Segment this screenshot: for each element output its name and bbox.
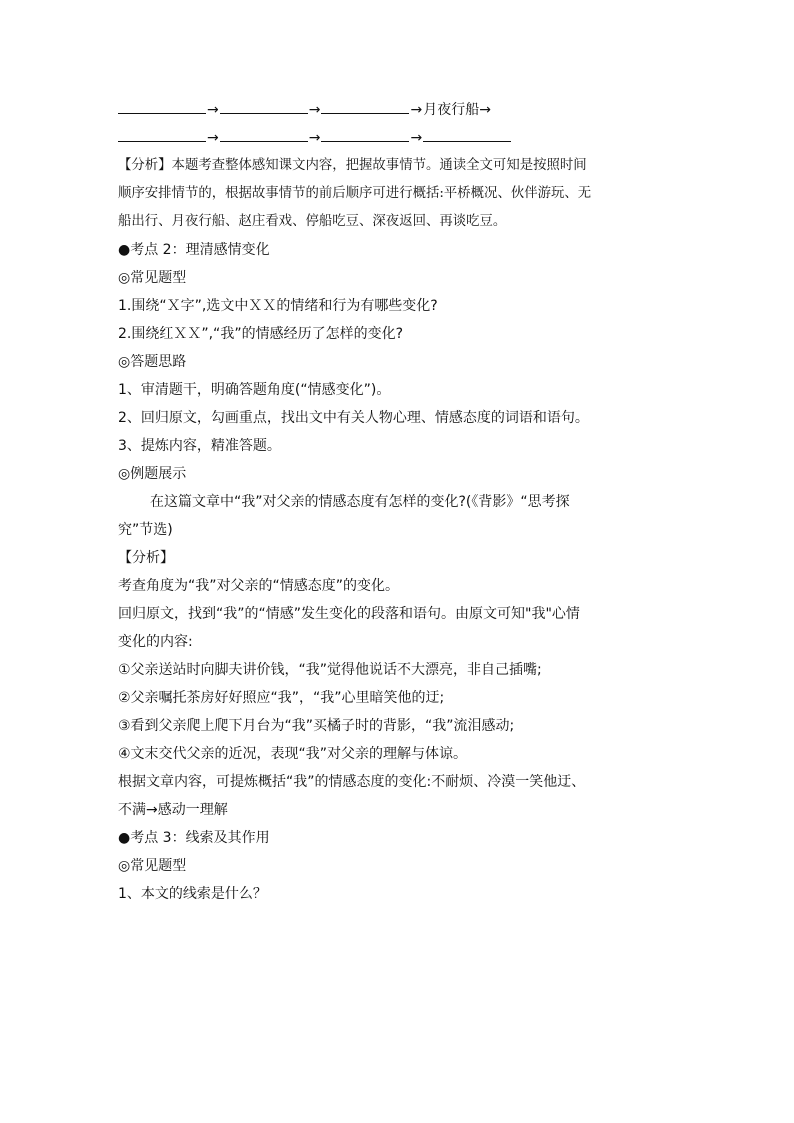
analysis-line: 【分析】本题考查整体感知课文内容，把握故事情节。通读全文可知是按照时间 xyxy=(118,158,587,173)
analysis-point: ④文末交代父亲的近况，表现“我”对父亲的理解与体谅。 xyxy=(118,746,468,762)
analysis-text: 考查角度为“我”对父亲的“情感态度”的变化。 xyxy=(118,578,400,594)
fill-blank[interactable] xyxy=(118,127,206,142)
flow-text: 月夜行船→ xyxy=(423,102,491,118)
section-title-kaodian-2: ●考点 2：理清感情变化 xyxy=(118,242,270,258)
fill-blank[interactable] xyxy=(321,127,409,142)
question-item: 1.围绕“Ｘ字”,选文中ＸＸ的情绪和行为有哪些变化? xyxy=(118,298,438,314)
analysis-heading: 【分析】 xyxy=(118,550,174,566)
example-heading: ◎例题展示 xyxy=(118,466,187,482)
fill-blank[interactable] xyxy=(423,127,511,142)
question-item: 1、本文的线索是什么？ xyxy=(118,886,267,902)
arrow: → xyxy=(410,102,423,118)
arrow: → xyxy=(308,130,321,146)
analysis-point: ②父亲嘱托茶房好好照应“我”，“我”心里暗笑他的迂; xyxy=(118,690,445,706)
analysis-point: ①父亲送站时向脚夫讲价钱，“我”觉得他说话不大漂亮，非自己插嘴; xyxy=(118,662,542,678)
analysis-line: 船出行、月夜行船、赵庄看戏、停船吃豆、深夜返回、再谈吃豆。 xyxy=(118,214,507,229)
approach-item: 2、回归原文，勾画重点，找出文中有关人物心理、情感态度的词语和语句。 xyxy=(118,410,589,426)
fill-blank[interactable] xyxy=(220,127,308,142)
fill-blank[interactable] xyxy=(220,99,308,114)
approach-heading: ◎答题思路 xyxy=(118,354,187,370)
arrow: → xyxy=(207,130,219,146)
approach-item: 1、审清题干，明确答题角度(“情感变化”)。 xyxy=(118,382,391,398)
flow-row-2 xyxy=(118,124,678,152)
analysis-text: 变化的内容: xyxy=(118,634,193,650)
document-page xyxy=(118,96,678,908)
question-type-heading: ◎常见题型 xyxy=(118,270,187,286)
analysis-text: 回归原文，找到“我”的“情感”发生变化的段落和语句。由原文可知"我"心情 xyxy=(118,606,580,622)
fill-blank[interactable] xyxy=(321,99,409,114)
flow-row-1 xyxy=(118,96,678,124)
approach-item: 3、提炼内容，精准答题。 xyxy=(118,438,281,454)
example-text: 在这篇文章中“我”对父亲的情感态度有怎样的变化?(《背影》“思考探 xyxy=(150,494,570,510)
example-text: 究”节选) xyxy=(118,522,173,538)
fill-blank[interactable] xyxy=(118,99,206,114)
analysis-line: 顺序安排情节的，根据故事情节的前后顺序可进行概括:平桥概况、伙伴游玩、无 xyxy=(118,186,592,201)
arrow: → xyxy=(410,130,423,146)
arrow: → xyxy=(308,102,321,118)
analysis-text: 根据文章内容，可提炼概括“我”的情感态度的变化:不耐烦、冷漠一笑他迂、 xyxy=(118,774,586,790)
analysis-point: ③看到父亲爬上爬下月台为“我”买橘子时的背影，“我”流泪感动; xyxy=(118,718,515,734)
question-item: 2.围绕红ＸＸ”,“我”的情感经历了怎样的变化? xyxy=(118,326,403,342)
arrow: → xyxy=(207,102,219,118)
section-title-kaodian-3: ●考点 3：线索及其作用 xyxy=(118,830,270,846)
analysis-text: 不满→感动一理解 xyxy=(118,802,228,818)
question-type-heading: ◎常见题型 xyxy=(118,858,187,874)
